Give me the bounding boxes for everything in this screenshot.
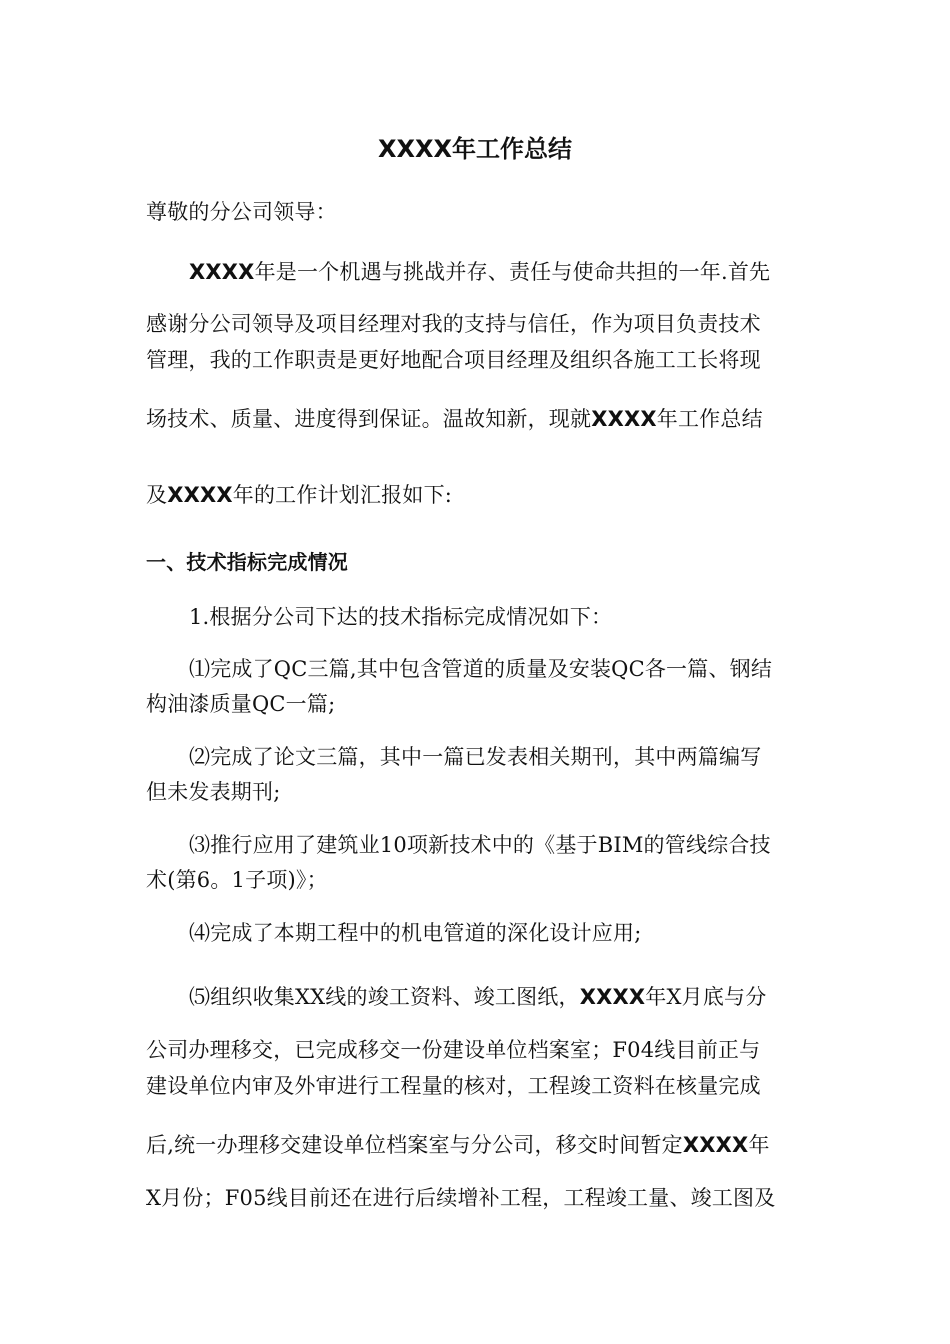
text-span: 后,统一办理移交建设单位档案室与分公司，移交时间暂定 <box>146 1133 683 1157</box>
list-item-line: 构油漆质量QC一篇; <box>146 692 336 716</box>
text-span: 场技术、质量、进度得到保证。温故知新，现就 <box>146 407 592 431</box>
list-item-line: ⑴完成了QC三篇,其中包含管道的质量及安装QC各一篇、钢结 <box>189 657 773 681</box>
text-span: 及 <box>146 483 168 507</box>
page-title: XXXX年工作总结 <box>377 135 572 163</box>
item-intro: 1.根据分公司下达的技术指标完成情况如下： <box>189 605 613 629</box>
paragraph-line <box>146 405 763 433</box>
paragraph-line <box>146 481 452 509</box>
list-item-line <box>189 983 766 1011</box>
list-item-line <box>146 1131 770 1159</box>
list-item-line: 术(第6。1子项)》； <box>146 868 328 892</box>
year-placeholder: XXXX <box>167 483 233 507</box>
paragraph-line: 感谢分公司领导及项目经理对我的支持与信任，作为项目负责技术 <box>146 312 761 336</box>
year-placeholder: XXXX <box>682 1133 749 1157</box>
year-placeholder: XXXX <box>579 985 646 1009</box>
text-span: 年是一个机遇与挑战并存、责任与使命共担的一年.首先 <box>254 260 771 284</box>
section-heading: 一、技术指标完成情况 <box>146 550 348 574</box>
list-item-line: ⑶推行应用了建筑业10项新技术中的《基于BIM的管线综合技 <box>189 833 771 857</box>
text-span: ⑸组织收集XX线的竣工资料、竣工图纸， <box>189 985 580 1009</box>
year-placeholder: XXXX <box>591 407 657 431</box>
list-item-line: X月份；F05线目前还在进行后续增补工程，工程竣工量、竣工图及 <box>146 1186 776 1210</box>
year-placeholder: XXXX <box>189 260 255 284</box>
text-span: 年工作总结 <box>656 407 763 431</box>
salutation: 尊敬的分公司领导： <box>146 200 337 224</box>
list-item-line: 但未发表期刊; <box>146 780 281 804</box>
paragraph-line <box>189 258 770 286</box>
list-item-line: 公司办理移交，已完成移交一份建设单位档案室；F04线目前正与 <box>146 1038 761 1062</box>
text-span: 年的工作计划汇报如下: <box>232 483 453 507</box>
text-span: 年 <box>748 1133 770 1157</box>
list-item-line: ⑷完成了本期工程中的机电管道的深化设计应用; <box>189 921 642 945</box>
list-item-line: ⑵完成了论文三篇，其中一篇已发表相关期刊，其中两篇编写 <box>189 745 762 769</box>
paragraph-line: 管理，我的工作职责是更好地配合项目经理及组织各施工工长将现 <box>146 348 761 372</box>
text-span: 年X月底与分 <box>645 985 767 1009</box>
list-item-line: 建设单位内审及外审进行工程量的核对，工程竣工资料在核量完成 <box>146 1074 761 1098</box>
